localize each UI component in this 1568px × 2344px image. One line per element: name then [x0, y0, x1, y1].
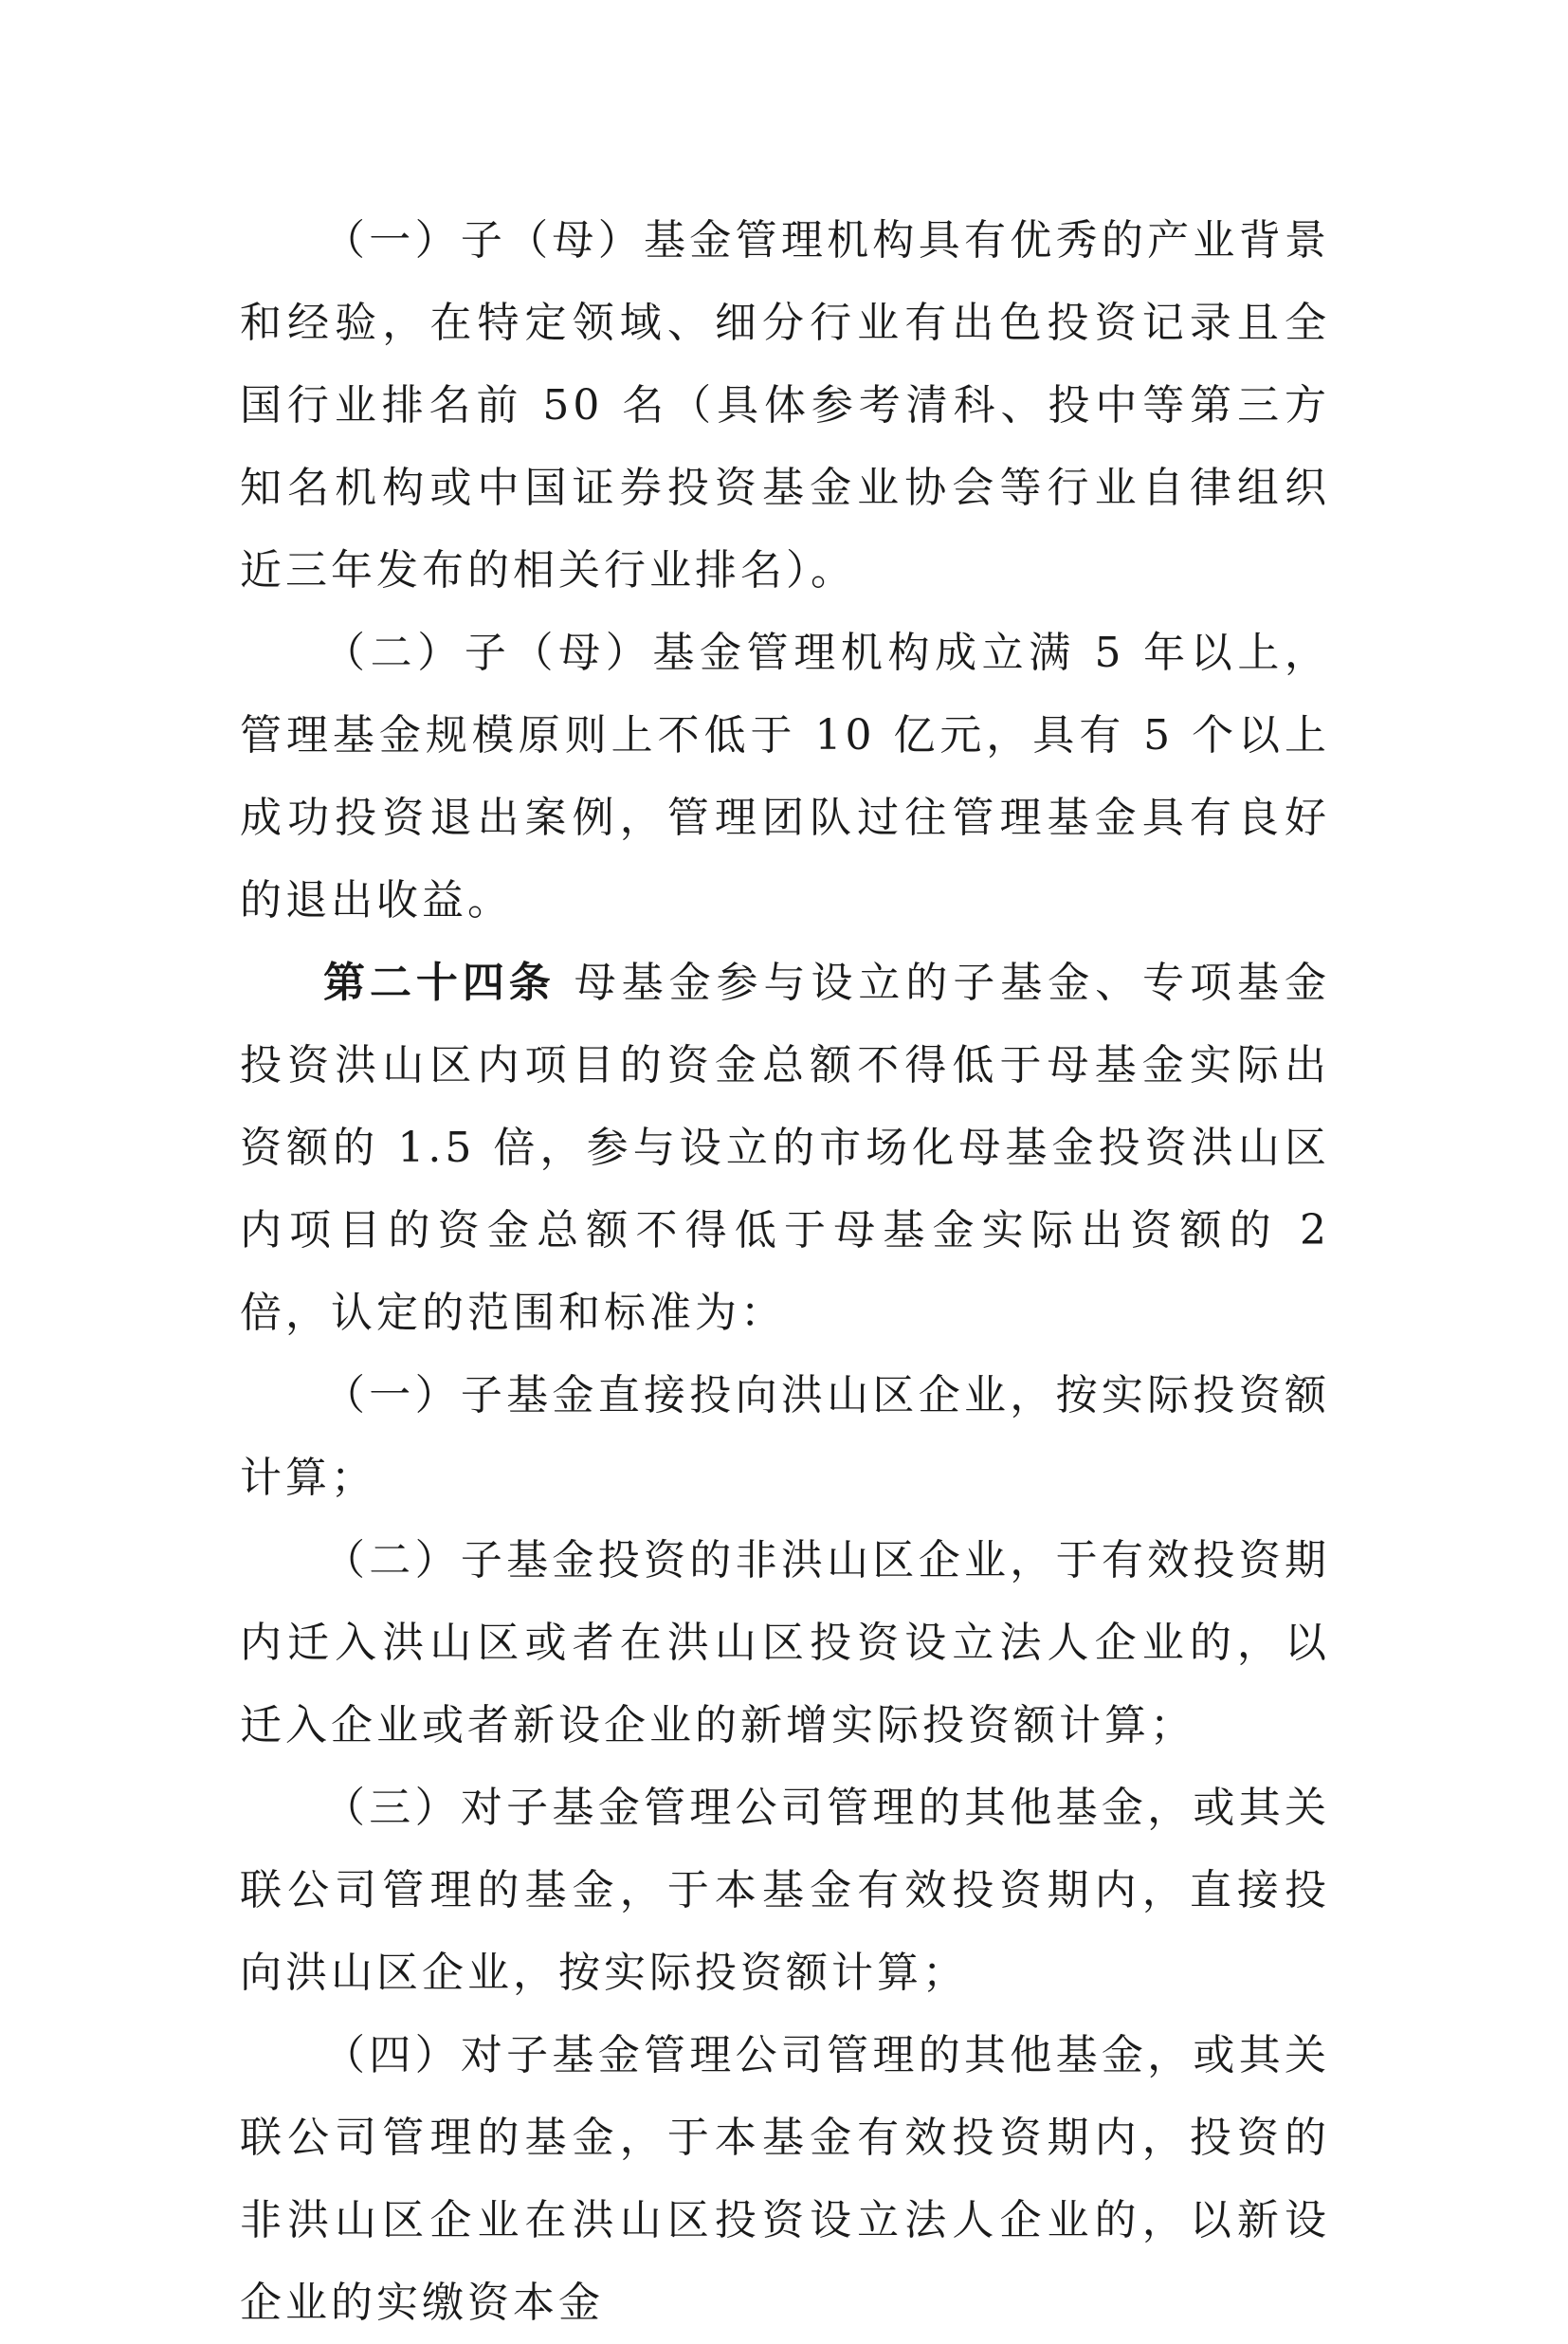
paragraph-item-1: （一）子基金直接投向洪山区企业，按实际投资额计算；: [240, 1371, 1330, 1502]
paragraph-clause-2: （二）子（母）基金管理机构成立满 5 年以上，管理基金规模原则上不低于 10 亿元，具有 5 个以上成功投资退出案例，管理团队过往管理基金具有良好的退出收益。: [240, 629, 1330, 925]
article-heading: 第二十四条: [323, 959, 556, 1007]
paragraph-item-3: （三）对子基金管理公司管理的其他基金，或其关联公司管理的基金，于本基金有效投资期内，直接投向洪山区企业，按实际投资额计算；: [240, 1784, 1330, 1997]
paragraph-item-4: （四）对子基金管理公司管理的其他基金，或其关联公司管理的基金，于本基金有效投资期内，投资的非洪山区企业在洪山区投资设立法人企业的，以新设企业的实缴资本金: [240, 2031, 1330, 2327]
paragraph-item-2: （二）子基金投资的非洪山区企业，于有效投资期内迁入洪山区或者在洪山区投资设立法人企业的，以迁入企业或者新设企业的新增实际投资额计算；: [240, 1536, 1330, 1749]
paragraph-article-24: [240, 942, 1330, 1354]
paragraph-clause-1: （一）子（母）基金管理机构具有优秀的产业背景和经验，在特定领域、细分行业有出色投资记录且全国行业排名前 50 名（具体参考清科、投中等第三方知名机构或中国证券投资基金业协会等行业自律组织近三年发布的相关行业排名）。: [240, 216, 1330, 595]
article-24-text: 母基金参与设立的子基金、专项基金投资洪山区内项目的资金总额不得低于母基金实际出资额的 1.5 倍，参与设立的市场化母基金投资洪山区内项目的资金总额不得低于母基金实际出资额的 2 倍，认定的范围和标准为：: [240, 959, 1330, 1337]
document-body: [240, 199, 1330, 2344]
